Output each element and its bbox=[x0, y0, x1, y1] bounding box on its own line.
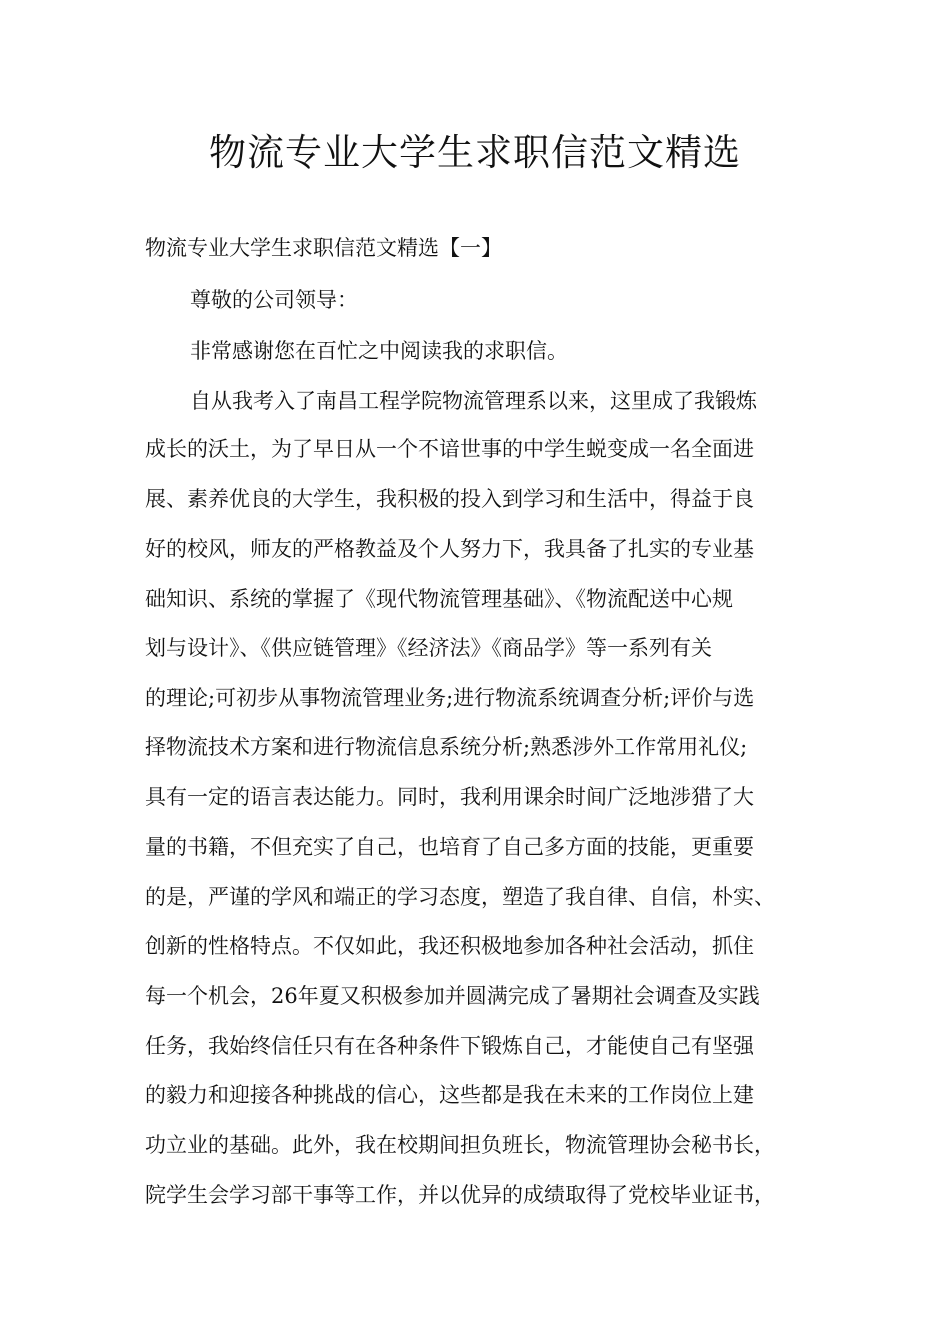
document-title: 物流专业大学生求职信范文精选 bbox=[209, 131, 741, 174]
body-line: 具有一定的语言表达能力。同时，我利用课余时间广泛地涉猎了大 bbox=[145, 785, 754, 809]
body-line: 自从我考入了南昌工程学院物流管理系以来，这里成了我锻炼 bbox=[190, 389, 757, 413]
body-line: 的毅力和迎接各种挑战的信心，这些都是我在未来的工作岗位上建 bbox=[145, 1083, 754, 1107]
body-line: 成长的沃土，为了早日从一个不谙世事的中学生蜕变成一名全面进 bbox=[145, 437, 754, 461]
body-line: 功立业的基础。此外，我在校期间担负班长，物流管理协会秘书长， bbox=[145, 1133, 775, 1157]
body-line: 每一个机会，26年夏又积极参加并圆满完成了暑期社会调查及实践 bbox=[145, 984, 760, 1008]
body-line: 择物流技术方案和进行物流信息系统分析;熟悉涉外工作常用礼仪; bbox=[145, 735, 748, 759]
section-heading: 物流专业大学生求职信范文精选【一】 bbox=[145, 236, 502, 260]
body-line: 展、素养优良的大学生，我积极的投入到学习和生活中，得益于良 bbox=[145, 487, 754, 511]
opening-line: 非常感谢您在百忙之中阅读我的求职信。 bbox=[190, 339, 568, 363]
body-line: 的是，严谨的学风和端正的学习态度，塑造了我自律、自信，朴实、 bbox=[145, 885, 775, 909]
body-line: 的理论;可初步从事物流管理业务;进行物流系统调查分析;评价与选 bbox=[145, 686, 755, 710]
body-line: 划与设计》、《供应链管理》《经济法》《商品学》等一系列有关 bbox=[145, 636, 712, 660]
body-line: 础知识、系统的掌握了《现代物流管理基础》、《物流配送中心规 bbox=[145, 587, 733, 611]
salutation: 尊敬的公司领导： bbox=[190, 288, 358, 312]
body-line: 创新的性格特点。不仅如此，我还积极地参加各种社会活动，抓住 bbox=[145, 934, 754, 958]
body-line: 量的书籍，不但充实了自己，也培育了自己多方面的技能，更重要 bbox=[145, 835, 754, 859]
body-line: 好的校风，师友的严格教益及个人努力下，我具备了扎实的专业基 bbox=[145, 537, 754, 561]
body-line: 任务，我始终信任只有在各种条件下锻炼自己，才能使自己有坚强 bbox=[145, 1034, 754, 1058]
body-line: 院学生会学习部干事等工作，并以优异的成绩取得了党校毕业证书， bbox=[145, 1183, 775, 1207]
